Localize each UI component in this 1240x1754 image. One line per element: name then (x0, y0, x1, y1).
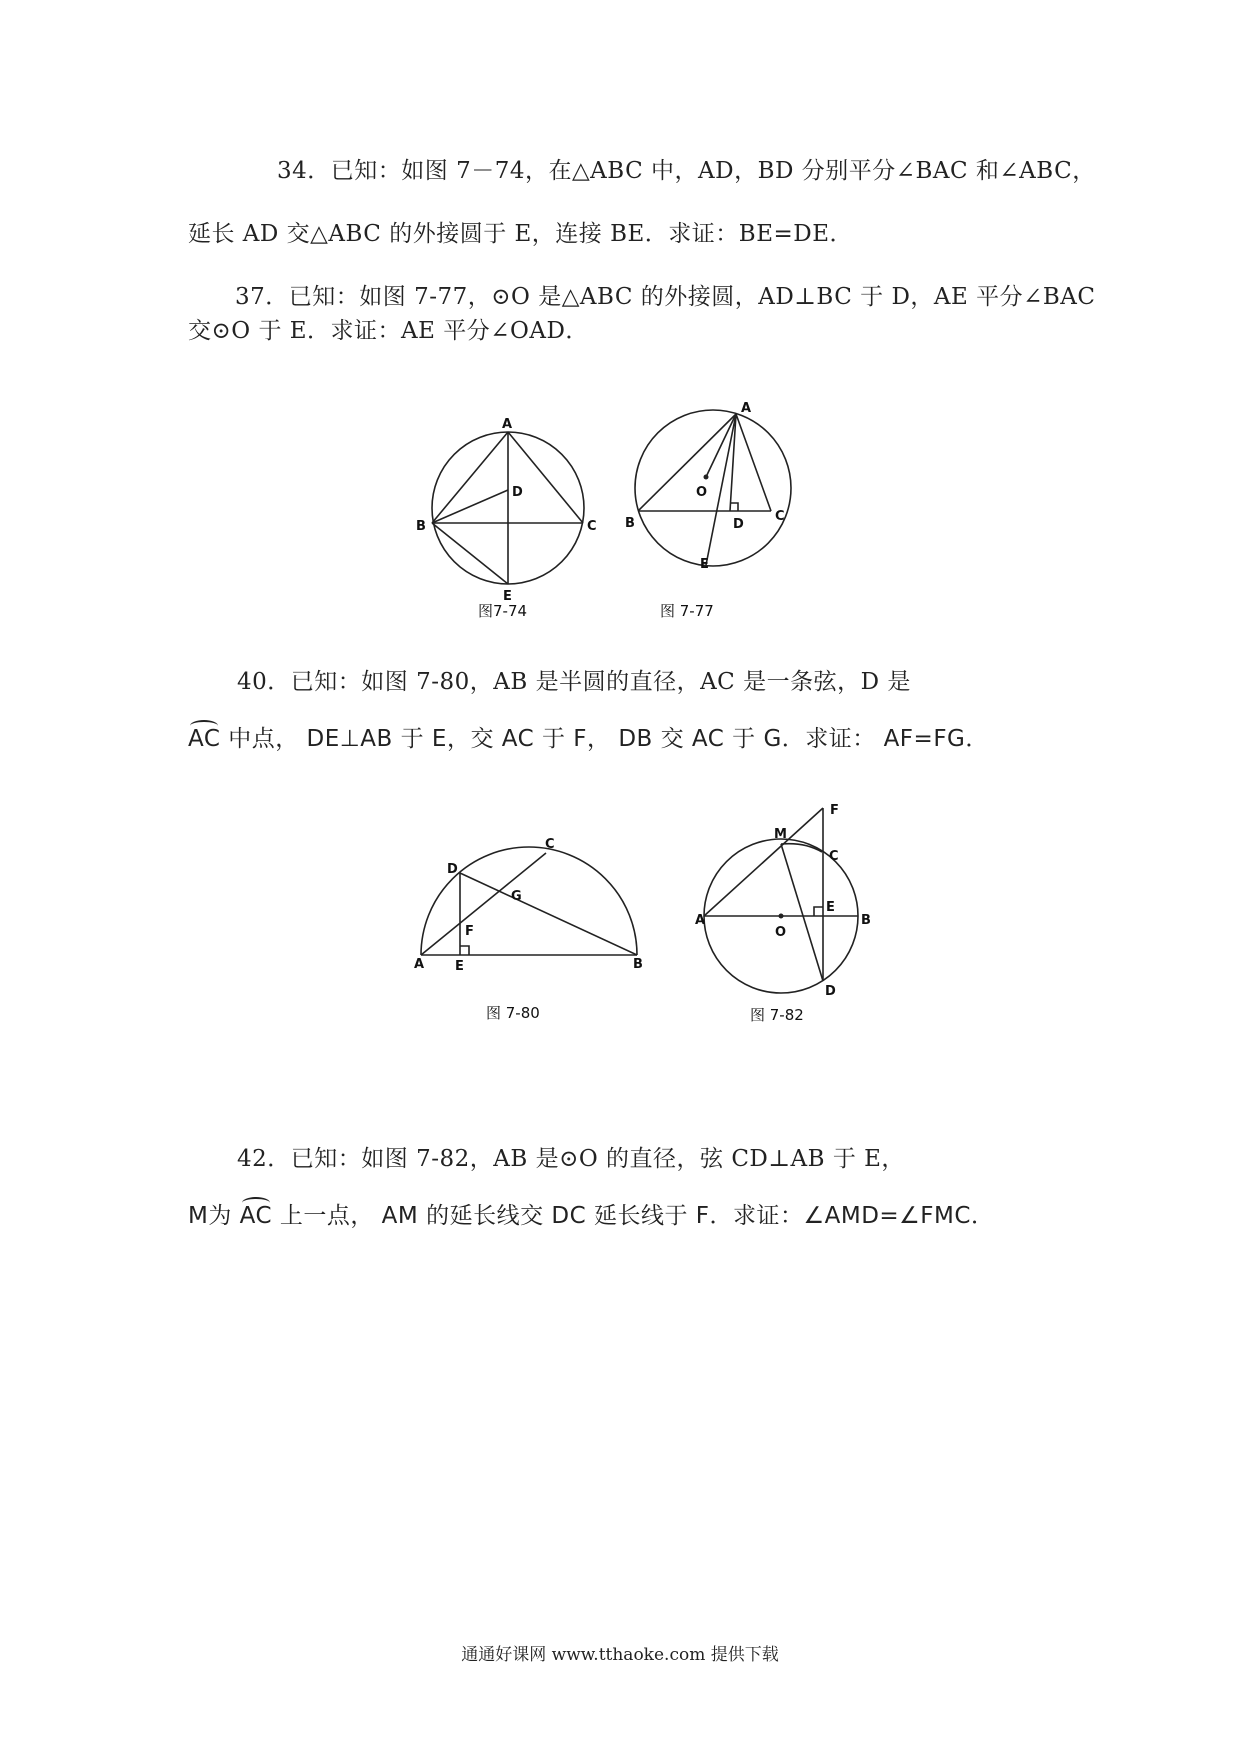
page-footer: 通通好课网 www.tthaoke.com 提供下载 (461, 1645, 779, 1665)
svg-text:B: B (625, 516, 635, 531)
problem-40-line1: 40．已知：如图 7-80，AB 是半圆的直径，AC 是一条弦，D 是 (237, 669, 911, 695)
problem-34-line2: 延长 AD 交△ABC 的外接圆于 E，连接 BE．求证：BE=DE． (188, 221, 854, 247)
svg-text:M: M (774, 827, 787, 842)
svg-text:D: D (825, 984, 836, 999)
problem-34-line1: 34．已知：如图 7－74，在△ABC 中，AD，BD 分别平分∠BAC 和∠ABC， (277, 158, 1096, 184)
svg-text:A: A (414, 957, 425, 972)
problem-37-line2: 交⊙O 于 E．求证：AE 平分∠OAD． (188, 318, 589, 344)
svg-text:B: B (861, 913, 871, 928)
svg-text:C: C (545, 837, 555, 852)
svg-text:O: O (775, 925, 787, 940)
svg-text:A: A (502, 417, 513, 432)
svg-text:F: F (830, 803, 839, 818)
svg-text:A: A (695, 913, 706, 928)
figure-7-82-caption: 图 7-82 (750, 1006, 804, 1024)
svg-text:F: F (465, 924, 474, 939)
figure-7-80-caption: 图 7-80 (486, 1004, 540, 1022)
figure-7-74-caption: 图7-74 (478, 602, 528, 620)
svg-text:O: O (696, 485, 708, 500)
svg-text:D: D (512, 485, 523, 500)
arc-ac-symbol: AC (239, 1203, 273, 1229)
problem-42-line2-prefix: M为 (188, 1203, 232, 1229)
problem-40-line2-text: 中点， DE⊥AB 于 E，交 AC 于 F， DB 交 AC 于 G．求证： AF=FG． (228, 726, 989, 752)
svg-text:C: C (829, 849, 839, 864)
svg-text:D: D (733, 517, 744, 532)
problem-42-line2 (188, 1197, 994, 1230)
svg-text:C: C (775, 509, 785, 524)
svg-text:B: B (416, 519, 426, 534)
arc-ac-symbol: AC (188, 726, 221, 752)
svg-text:D: D (447, 862, 458, 877)
svg-text:B: B (633, 957, 643, 972)
svg-text:E: E (826, 900, 835, 915)
svg-text:E: E (455, 959, 464, 974)
svg-text:E: E (700, 557, 709, 572)
svg-text:A: A (741, 401, 752, 416)
problem-42-line2-text: 上一点， AM 的延长线交 DC 延长线于 F．求证：∠AMD=∠FMC． (279, 1203, 995, 1229)
svg-text:G: G (511, 889, 522, 904)
svg-text:E: E (503, 589, 512, 604)
figure-7-77-caption: 图 7-77 (660, 602, 714, 620)
problem-37-line1: 37．已知：如图 7-77，⊙O 是△ABC 的外接圆，AD⊥BC 于 D，AE 平分∠BAC (235, 284, 1096, 310)
problem-42-line1: 42．已知：如图 7-82，AB 是⊙O 的直径，弦 CD⊥AB 于 E， (237, 1146, 905, 1172)
svg-text:C: C (587, 519, 597, 534)
